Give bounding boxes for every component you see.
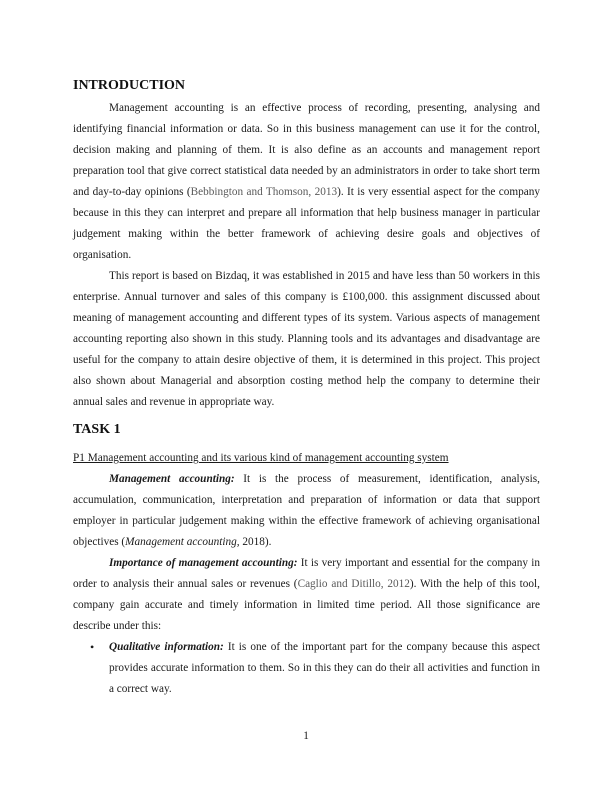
importance-text-a: It is very important and essential for the company in order to analysis their annual sales or revenues (	[73, 557, 540, 590]
bullet-text	[109, 637, 540, 700]
bullet-term: Qualitative information:	[109, 641, 224, 653]
definition-citation: Management accounting,	[125, 536, 240, 548]
introduction-heading: INTRODUCTION	[73, 78, 186, 93]
bullet-icon: •	[90, 640, 95, 654]
bullet-body: It is one of the important part for the company because this aspect provides accurate information to them. So in this they can do their all activities and function in a correct way.	[109, 641, 540, 695]
management-accounting-definition	[73, 469, 540, 553]
definition-term: Management accounting:	[109, 473, 235, 485]
introduction-paragraph-1	[73, 98, 540, 266]
page-number: 1	[303, 730, 309, 742]
definition-text-b: 2018).	[239, 536, 272, 548]
intro-p1-text-b: ). It is very essential aspect for the company because in this they can interpret and prepare all information that help business manager in particular judgement making within the better framework of achieving desire goals and objectives of organisation.	[73, 186, 540, 261]
intro-p1-text-a: Management accounting is an effective process of recording, presenting, analysing and identifying financial information or data. So in this business management can use it for the control, decision making and planning of them. It is also define as an accounts and management report preparation tool that give correct statistical data needed by an administrators in order to take short term and day-to-day opinions (	[73, 102, 540, 198]
task1-subheading-text: P1 Management accounting and its various kind of management accounting system	[73, 452, 449, 464]
task1-heading: TASK 1	[73, 422, 121, 437]
task1-subheading	[73, 448, 540, 469]
importance-citation: Caglio and Ditillo, 2012	[297, 578, 410, 590]
significance-list	[73, 637, 540, 700]
intro-p1-citation: Bebbington and Thomson, 2013	[190, 186, 338, 198]
importance-text-b: ). With the help of this tool, company gain accurate and timely information in limited time period. All those significance are describe under this:	[73, 578, 540, 632]
list-item	[73, 637, 540, 700]
page-content	[73, 77, 540, 700]
introduction-paragraph-2: This report is based on Bizdaq, it was established in 2015 and have less than 50 workers in this enterprise. Annual turnover and sales of this company is £100,000. this assignment discussed about meaning of management accounting and different types of its system. Various aspects of management accounting reporting also shown in this study. Planning tools and its advantages and disadvantage are useful for the company to attain desire objective of them, it is determined in this project. This project also shown about Managerial and absorption costing method help the company to determine their annual sales and revenue in appropriate way.	[73, 270, 540, 408]
importance-paragraph	[73, 553, 540, 637]
importance-term: Importance of management accounting:	[109, 557, 298, 569]
definition-text-a: It is the process of measurement, identification, analysis, accumulation, communication, interpretation and preparation of information or data that support employer in particular judgement making within the effective framework of achieving organisational objectives (	[73, 473, 540, 548]
